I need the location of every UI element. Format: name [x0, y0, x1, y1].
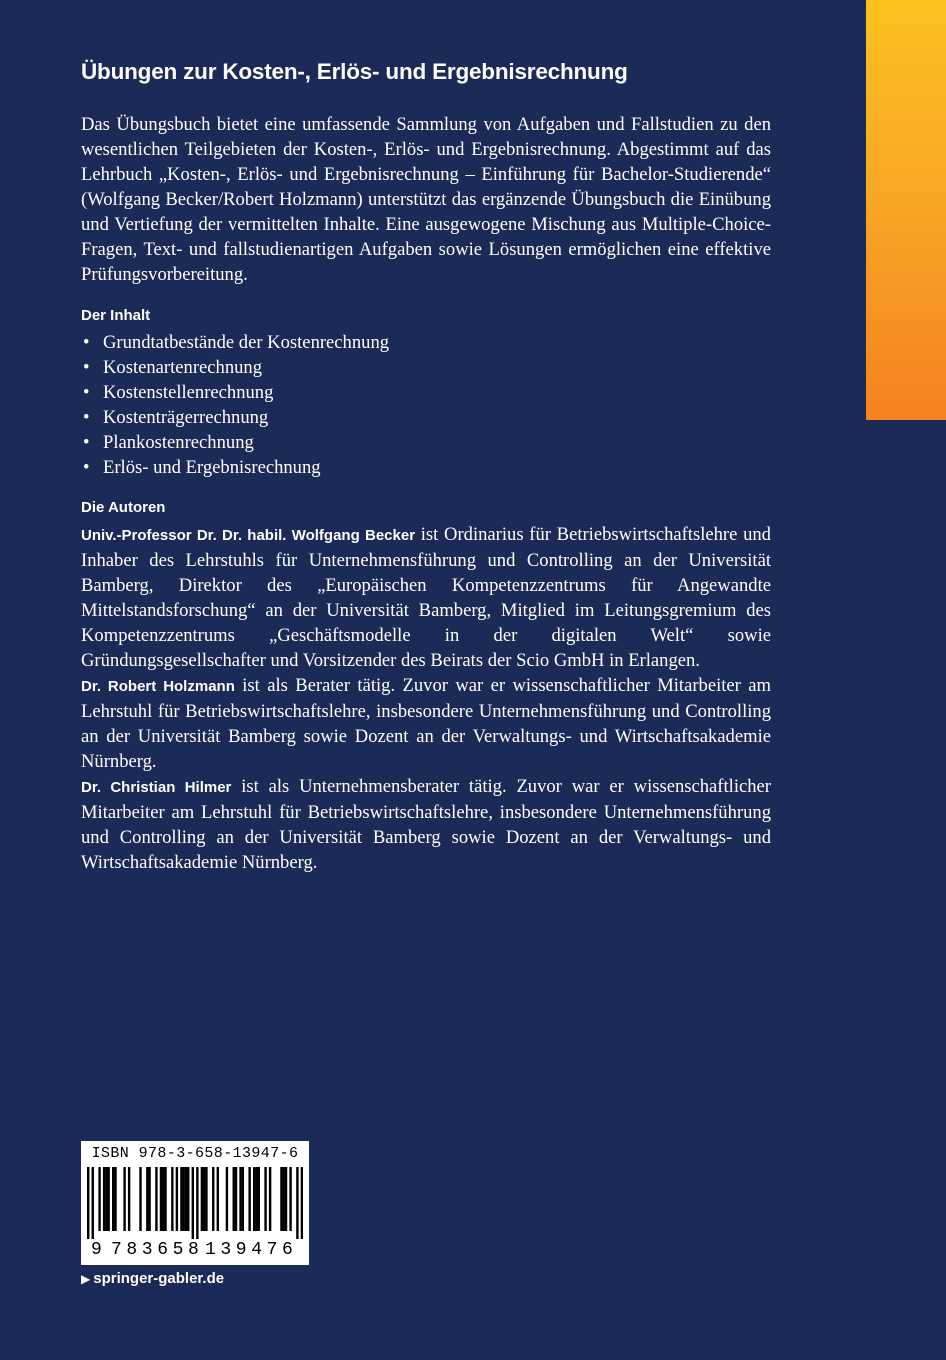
barcode-bar — [296, 1167, 298, 1239]
barcode-bars — [87, 1167, 303, 1239]
barcode-bar — [105, 1167, 107, 1231]
barcode-bar — [123, 1167, 125, 1231]
barcode-bar — [301, 1167, 303, 1239]
list-item-text: Grundtatbestände der Kostenrechnung — [103, 332, 390, 353]
barcode-bar — [164, 1167, 166, 1231]
barcode-bar — [139, 1167, 141, 1231]
barcode-bar — [196, 1167, 198, 1239]
author-name: Dr. Robert Holzmann — [81, 678, 235, 695]
barcode-bar — [233, 1167, 235, 1231]
list-item — [81, 355, 771, 380]
orange-accent-bar — [866, 0, 946, 420]
barcode-bar — [226, 1167, 228, 1231]
content-heading: Der Inhalt — [81, 307, 151, 324]
barcode-bar — [203, 1167, 205, 1231]
barcode-bar — [148, 1167, 150, 1231]
barcode-bar — [107, 1167, 109, 1231]
barcode-bar — [171, 1167, 173, 1231]
content-list — [81, 330, 771, 480]
barcode-bar — [112, 1167, 114, 1231]
barcode-bar — [248, 1167, 250, 1231]
barcode-bar — [187, 1167, 189, 1231]
author-name: Univ.-Professor Dr. Dr. habil. Wolfgang Becker — [81, 527, 416, 544]
barcode-bar — [182, 1167, 184, 1231]
barcode-bar — [269, 1167, 271, 1231]
list-item — [81, 430, 771, 455]
barcode-bar — [185, 1167, 187, 1231]
author-becker — [81, 522, 771, 673]
barcode-bar — [205, 1167, 207, 1231]
cover-text-block — [81, 56, 771, 875]
intro-paragraph: Das Übungsbuch bietet eine umfassende Sammlung von Aufgaben und Fallstudien zu den wesentlichen Teilgebieten der Kosten-, Erlös- und Ergebnisrechnung. Abgestimmt auf das Lehrbuch „Kosten-, Erlös- und Ergebnisrechnung – Einführung für Bachelor-Studierende“ (Wolfgang Becker/Robert Holzmann) unterstützt das ergänzende Übungsbuch die Einübung und Vertiefung der vermittelten Inhalte. Eine ausgewogene Mischung aus Multiple-Choice-Fragen, Text- und fallstudienartigen Aufgaben sowie Lösungen ermöglichen eine effektive Prüfungsvorbereitung. — [81, 114, 771, 285]
barcode-bar — [255, 1167, 257, 1231]
bullet-icon: • — [83, 457, 90, 478]
list-item-text: Kostenträgerrechnung — [103, 407, 269, 428]
list-item — [81, 380, 771, 405]
list-item-text: Erlös- und Ergebnisrechnung — [103, 457, 321, 478]
barcode-bar — [285, 1167, 287, 1231]
bullet-icon: • — [83, 382, 90, 403]
barcode-bar — [235, 1167, 237, 1231]
bullet-icon: • — [83, 357, 90, 378]
barcode-bar — [180, 1167, 182, 1231]
barcode-bar — [201, 1167, 203, 1231]
barcode-right-digits: 139476 — [205, 1240, 298, 1260]
barcode-bar — [289, 1167, 291, 1231]
author-name: Dr. Christian Hilmer — [81, 779, 232, 796]
list-item — [81, 330, 771, 355]
barcode-bar — [192, 1167, 194, 1239]
list-item-text: Kostenstellenrechnung — [103, 382, 274, 403]
author-bio: ist Ordinarius für Betriebswirtschaftslehre und Inhaber des Lehrstuhls für Unternehmensführung und Controlling an der Universität Bamberg, Direktor des „Europäischen Kompetenzzentrums für Angewandte Mittelstandsforschung“ an der Universität Bamberg, Mitglied im Leitungsgremium des Kompetenzzentrums „Geschäftsmodelle in der digitalen Welt“ sowie Gründungsgesellschafter und Vorsitzender des Beirats der Scio GmbH in Erlangen. — [81, 524, 771, 671]
list-item — [81, 405, 771, 430]
barcode-bar — [176, 1167, 178, 1231]
author-bio: ist als Berater tätig. Zuvor war er wissenschaftlicher Mitarbeiter am Lehrstuhl für Betriebswirtschaftslehre, insbesondere Unternehmensführung und Controlling an der Universität Bamberg sowie Dozent an der Verwaltungs- und Wirtschaftsakademie Nürnberg. — [81, 675, 771, 772]
barcode-bar — [258, 1167, 260, 1231]
publisher-website[interactable] — [81, 1270, 224, 1287]
barcode-bar — [98, 1167, 100, 1231]
barcode-bar — [87, 1167, 89, 1239]
bullet-icon: • — [83, 432, 90, 453]
barcode-bar — [212, 1167, 214, 1231]
barcode-bar — [114, 1167, 116, 1231]
author-holzmann — [81, 673, 771, 774]
barcode-bar — [92, 1167, 94, 1239]
barcode-bar — [283, 1167, 285, 1231]
barcode-bar — [253, 1167, 255, 1231]
isbn-barcode — [81, 1141, 309, 1265]
isbn-label: ISBN 978-3-658-13947-6 — [91, 1145, 299, 1162]
barcode-bar — [103, 1167, 105, 1231]
bullet-icon: • — [83, 332, 90, 353]
list-item — [81, 455, 771, 480]
list-item-text: Plankostenrechnung — [103, 432, 254, 453]
author-hilmer — [81, 774, 771, 875]
barcode-bar — [146, 1167, 148, 1231]
list-item-text: Kostenartenrechnung — [103, 357, 263, 378]
barcode-bar — [242, 1167, 244, 1231]
barcode-bar — [264, 1167, 266, 1231]
arrow-right-icon: ▶ — [81, 1272, 91, 1286]
authors-heading: Die Autoren — [81, 499, 166, 516]
barcode-left-digits: 783658 — [111, 1240, 204, 1260]
barcode-bar — [239, 1167, 241, 1231]
author-bio: ist als Unternehmensberater tätig. Zuvor war er wissenschaftlicher Mitarbeiter am Lehrstuhl für Betriebswirtschaftslehre, insbesondere Unternehmensführung und Controlling an der Universität Bamberg sowie Dozent an der Verwaltungs- und Wirtschaftsakademie Nürnberg. — [81, 776, 771, 873]
barcode-bar — [160, 1167, 162, 1231]
barcode-bar — [155, 1167, 157, 1231]
barcode-lead-digit: 9 — [91, 1240, 102, 1260]
barcode-bar — [280, 1167, 282, 1231]
bullet-icon: • — [83, 407, 90, 428]
barcode-bar — [128, 1167, 130, 1231]
book-title: Übungen zur Kosten-, Erlös- und Ergebnisrechnung — [81, 59, 628, 84]
barcode-bar — [217, 1167, 219, 1231]
website-text: springer-gabler.de — [93, 1270, 225, 1287]
barcode-bar — [162, 1167, 164, 1231]
